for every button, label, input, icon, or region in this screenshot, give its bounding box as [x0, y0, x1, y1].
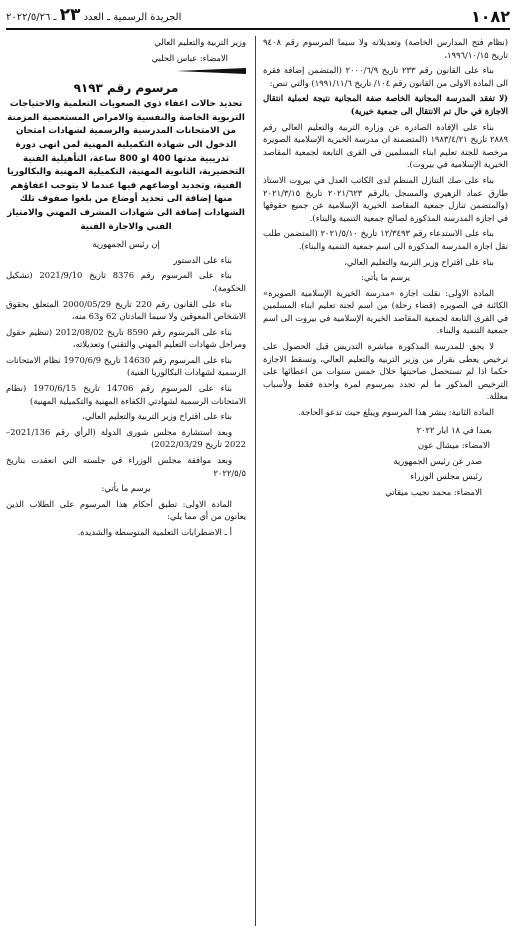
separator-wedge: [176, 68, 246, 74]
list-item: أ ـ الاضطرابات التعلمية المتوسطة والشديدة.: [77, 527, 232, 537]
paragraph: بناء على الاستدعاء رقم ١٢/٣٤٩٣ تاريخ ٢٠٢١/٥/١٠ (المتضمن طلب نقل اجازة المدرسة المذكورة الى اسم جمعية التنمية والبناء).: [263, 228, 508, 251]
paragraph: لا يحق للمدرسة المذكورة مباشرة التدريس قبل الحصول على ترخيص يعطى بقرار من وزير التربية والتعليم العالي، وتسقط الاجازة حكما اذا لم تستحصل صاحبتها خلال خمس سنوات من اعطائها على الترخيص المذكور ما لم تجدد بمرسوم لمرة واحدة فقط ولأسباب معللة.: [263, 341, 508, 402]
right-column: [263, 36, 508, 928]
minister-title: وزير التربية والتعليم العالي: [154, 37, 246, 47]
paragraph: بناء على المرسوم رقم 14630 تاريخ 1970/6/9 نظام الامتحانات الرسمية لشهادات البكالوريا الفنية): [6, 354, 246, 378]
paragraph: وبعد استشارة مجلس شورى الدولة (الرأي رقم 2021/136–2022 تاريخ 2022/03/29): [6, 426, 246, 450]
issued-by: صدر عن رئيس الجمهورية: [393, 455, 482, 466]
decree-formula: يرسم ما يأتي:: [101, 483, 151, 494]
paragraph: بناء على الإفادة الصادرة عن وزارة التربية والتعليم العالي رقم ٢٨٨٩ تاريخ ١٩٨٣/٤/٢١ (المتضمنة ان مدرسة الخيرية الإسلامية الصويرة مرخصة للجنة تعليم ابناء المسلمين في القرى التابعة لجمعية المقاصد الخيرية الإسلامية في بيروت).: [263, 121, 508, 170]
paragraph: بناء على المرسوم رقم 8376 تاريخ 2021/9/10 (تشكيل الحكومة)،: [6, 270, 246, 293]
decree-subject: تحديد حالات اعفاء ذوي الصعوبات التعلمية والاحتياجات التربوية الخاصة والنفسية والامراض المستعصية المزمنة من الامتحانات المدرسية والرسمية لشهادات امتحان الدخول الى شهادة التكميلية المهنية لمن انهى دورة تدريبية مدتها 400 او 800 ساعة، التأهيلية الفنية التحضيرية، الثانوية المهنية، التكميلية المهنية والبكالوريا الفنية، وتحديد اوضاعهم فيها عندما لا يتوجب اعفاؤهم منها إضافة الى تحديد أوضاع من بلغوا صفوف تلك الشهادات إضافة الى شهادات المشرف المهني والامتياز الفني والاجازة الفنية: [7, 99, 245, 232]
column-divider: [255, 36, 256, 926]
prime-minister-title: رئيس مجلس الوزراء: [410, 471, 482, 482]
issue-number: ٢٣: [59, 5, 81, 25]
paragraph: بناء على اقتراح وزير التربية والتعليم العالي،: [344, 256, 494, 267]
signature: الامضاء: ميشال عون: [417, 440, 490, 451]
minister-signature: الامضاء: عباس الحلبي: [151, 52, 228, 63]
paragraph: بناء على صك التنازل المنظم لدى الكاتب العدل في بيروت الاستاذ طارق عماد الزهيري والمسجل بالرقم ٢٠٢١/٦٢٣ تاريخ ٢٠٢١/٣/١٥ (والمتضمن تنازل جمعية المقاصد الخيرية الإسلامية عن جميع حقوقها في اجازة المدرسة المذكورة لصالح جمعية التنمية والبناء).: [263, 174, 508, 223]
paragraph: (نظام فتح المدارس الخاصة) وتعديلاته ولا سيما المرسوم رقم ٩٤٠٨ تاريخ ١٩٩٦/١٠/١٥،: [263, 37, 508, 60]
paragraph: وبعد موافقة مجلس الوزراء في جلسته التي انعقدت بتاريخ ٢٠٢٢/٥/٥: [6, 455, 246, 478]
quoted-provision: (لا تفقد المدرسة المجانية الخاصة صفة المجانية نتيجة لعملية انتقال الاجازة في حال تم الانتقال الى جمعية خيرية): [263, 93, 508, 116]
article-1: المادة الاولى: تطبق أحكام هذا المرسوم على الطلاب الذين يعانون من أي مما يلي:: [6, 498, 246, 522]
decree-title: مرسوم رقم ٩١٩٣: [73, 81, 179, 96]
issue-date: ـ ٢٠٢٢/٥/٢٦: [6, 12, 57, 23]
page-header: [6, 6, 510, 30]
signature: الامضاء: محمد نجيب ميقاتي: [385, 487, 482, 497]
paragraph: بناء على الدستور: [173, 254, 232, 265]
left-column: [6, 36, 246, 928]
paragraph: بناء على المرسوم رقم 14706 تاريخ 1970/6/15 (نظام الامتحانات الرسمية لشهادتي الكفاءة المهنية والتكميلية المهنية): [6, 383, 246, 406]
decree-formula: يرسم ما يأتي:: [361, 272, 410, 283]
article-1: المادة الاولى: نقلت اجازة «مدرسة الخيرية الإسلامية الصويرة» الكائنة في الصويره (قضاء زحلة) من اسم لجنة تعليم ابناء المسلمين في القرى التابعة لجمعية المقاصد الخيرية الإسلامية في بيروت الى اسم جمعية التنمية والبناء.: [263, 287, 508, 336]
paragraph: بناء على المرسوم رقم 8590 تاريخ 2012/08/02 (تنظيم حقول ومراحل شهادات التعليم المهني والتقني) وتعديلاته،: [6, 326, 246, 350]
paragraph: بناء على اقتراح وزير التربية والتعليم العالي،: [82, 411, 232, 422]
journal-info: [6, 5, 181, 28]
paragraph: بناء على القانون رقم ٢٣٣ تاريخ ٢٠٠٠/٦/٩ (المتضمن إضافة فقرة الى المادة الاولى من القانون رقم ١٠٤/ تاريخ ١٩٩١/١١/٦) والتي تنص:: [263, 65, 508, 88]
preamble-line: إن رئيس الجمهورية: [92, 239, 160, 250]
paragraph: بناء على القانون رقم 220 تاريخ 2000/05/29 المتعلق بحقوق الاشخاص المعوقين ولا سيما المادتان 62 و63 منه،: [6, 298, 246, 322]
decree-date: بعبدا في ١٨ ايار ٢٠٢٢: [416, 424, 492, 435]
journal-name: الجريدة الرسمية ـ العدد: [83, 12, 182, 23]
article-2: المادة الثانية: ينشر هذا المرسوم ويبلغ حيث تدعو الحاجة.: [297, 407, 494, 418]
page-number: ١٠٨٢: [470, 7, 510, 26]
